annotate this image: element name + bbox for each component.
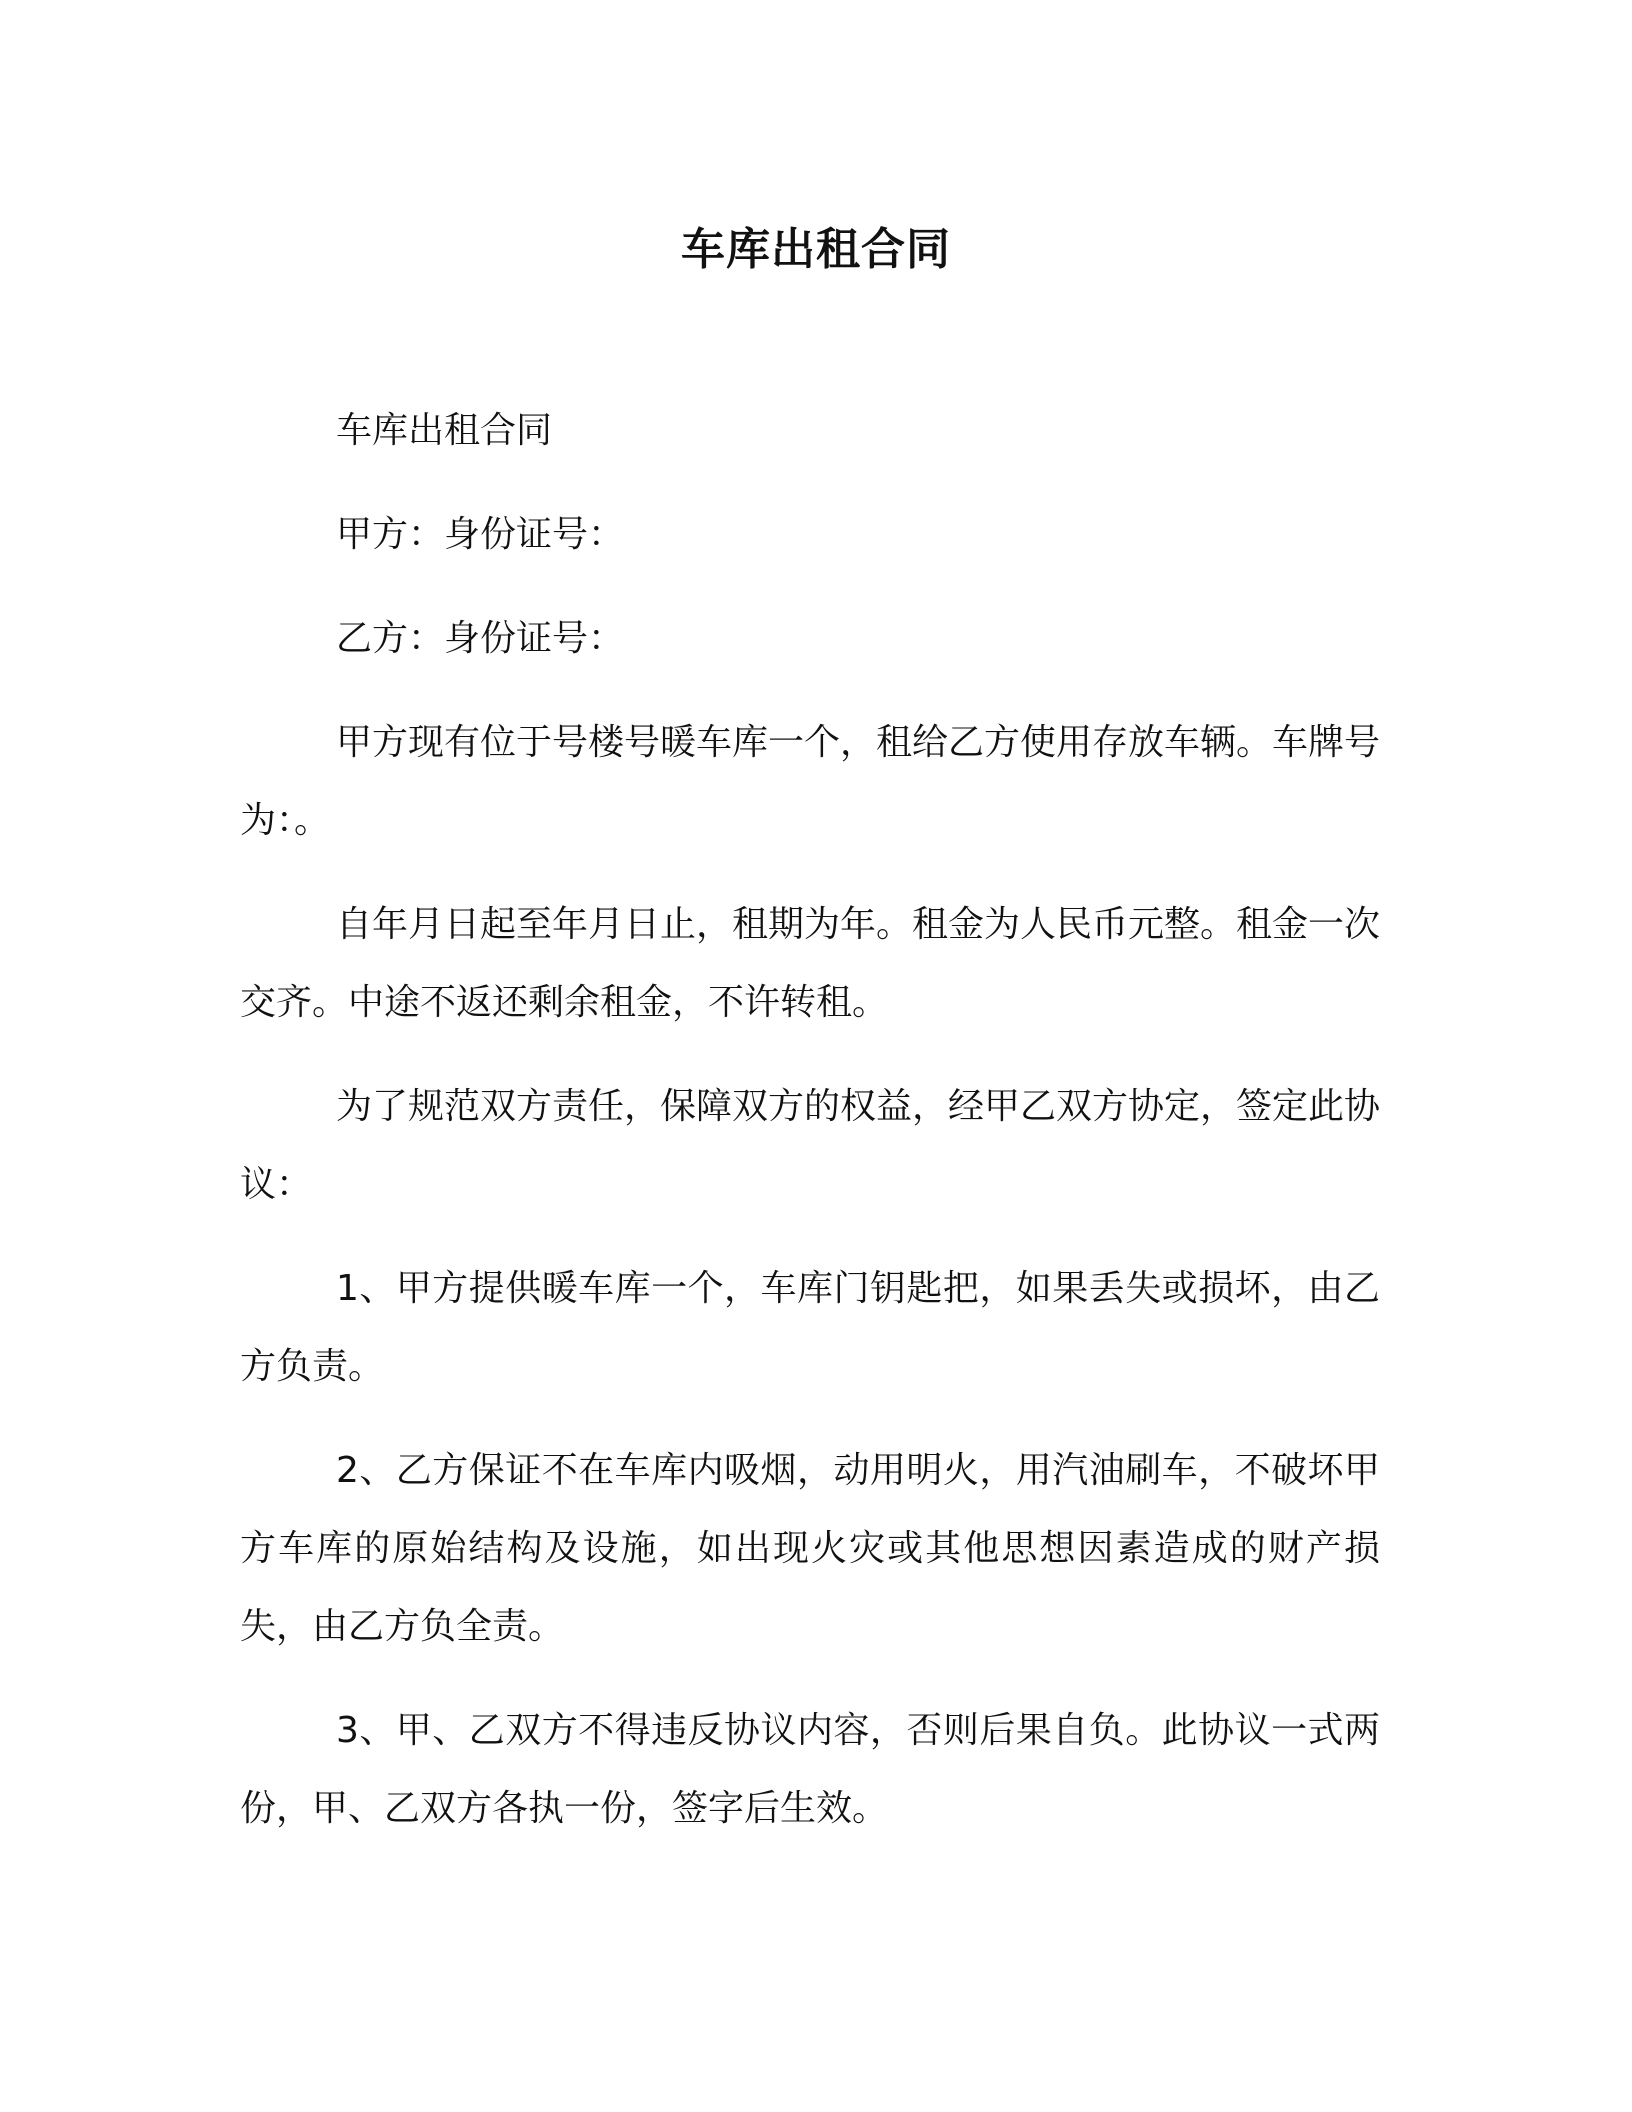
paragraph-subtitle: 车库出租合同 <box>336 410 553 451</box>
paragraph-agreement-purpose: 为了规范双方责任，保障双方的权益，经甲乙双方协定，签定此协议： <box>240 1086 1381 1205</box>
paragraph-clause-2: 2、乙方保证不在车库内吸烟，动用明火，用汽油刷车，不破坏甲方车库的原始结构及设施，如出现火灾或其他思想因素造成的财产损失，由乙方负全责。 <box>240 1450 1380 1647</box>
paragraph-lease-term: 自年月日起至年月日止，租期为年。租金为人民币元整。租金一次交齐。中途不返还剩余租金，不许转租。 <box>240 904 1381 1023</box>
paragraph-clause-3: 3、甲、乙双方不得违反协议内容，否则后果自负。此协议一式两份，甲、乙双方各执一份，签字后生效。 <box>240 1710 1380 1829</box>
paragraph-garage-location: 甲方现有位于号楼号暖车库一个，租给乙方使用存放车辆。车牌号为：。 <box>240 722 1381 841</box>
paragraph-party-b: 乙方：身份证号： <box>336 618 625 659</box>
paragraph-party-a: 甲方：身份证号： <box>336 514 625 555</box>
paragraph-clause-1: 1、甲方提供暖车库一个，车库门钥匙把，如果丢失或损坏，由乙方负责。 <box>240 1268 1380 1387</box>
document-title: 车库出租合同 <box>681 224 951 275</box>
document-body <box>240 392 1380 1874</box>
